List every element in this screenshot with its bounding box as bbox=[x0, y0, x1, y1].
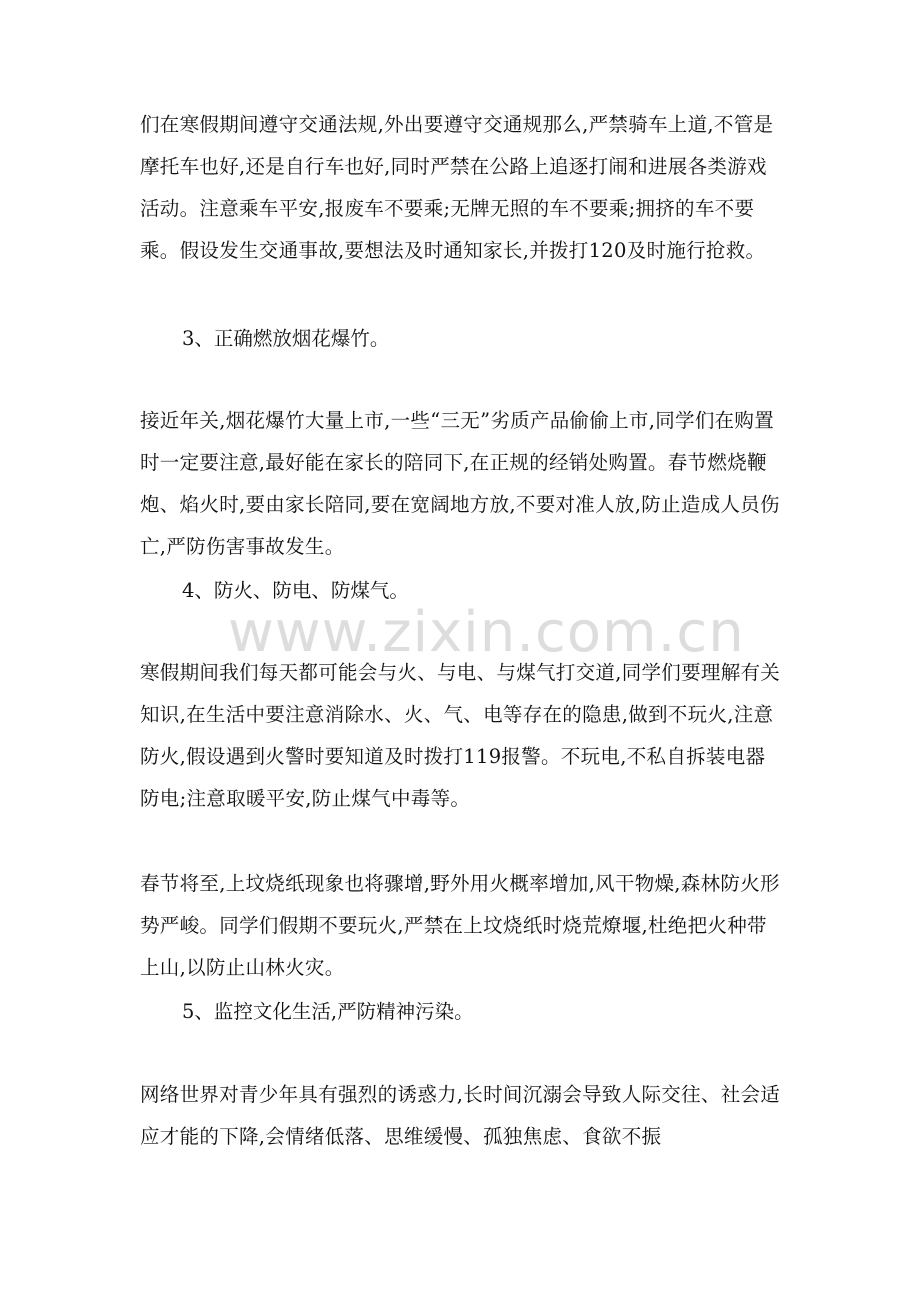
paragraph-traffic-safety: 们在寒假期间遵守交通法规,外出要遵守交通规那么,严禁骑车上道,不管是摩托车也好,还是自行车也好,同时严禁在公路上追逐打闹和进展各类游戏活动。注意乘车平安,报废车不要乘;无牌无照的车不要乘;拥挤的车不要乘。假设发生交通事故,要想法及时通知家长,并拨打120及时施行抢救。 bbox=[140, 113, 774, 262]
paragraph-fireworks: 接近年关,烟花爆竹大量上市,一些“三无”劣质产品偷偷上市,同学们在购置时一定要注意,最好能在家长的陪同下,在正规的经销处购置。春节燃烧鞭炮、焰火时,要由家长陪同,要在宽阔地方放,不要对准人放,防止造成人员伤亡,严防伤害事故发生。 bbox=[140, 409, 780, 558]
heading-fire-electric-gas: 4、防火、防电、防煤气。 bbox=[182, 579, 409, 602]
heading-cultural-life: 5、监控文化生活,严防精神污染。 bbox=[182, 1000, 474, 1023]
watermark: www.zixin.com.cn bbox=[228, 600, 745, 665]
heading-fireworks: 3、正确燃放烟花爆竹。 bbox=[182, 327, 390, 350]
paragraph-forest-fire: 春节将至,上坟烧纸现象也将骤增,野外用火概率增加,风干物燥,森林防火形势严峻。同学们假期不要玩火,严禁在上坟烧纸时烧荒燎堰,杜绝把火种带上山,以防止山林火灾。 bbox=[140, 872, 780, 979]
paragraph-internet-addiction: 网络世界对青少年具有强烈的诱惑力,长时间沉溺会导致人际交往、社会适应才能的下降,会情绪低落、思维缓慢、孤独焦虑、食欲不振 bbox=[140, 1083, 781, 1148]
paragraph-fire-electric-gas: 寒假期间我们每天都可能会与火、与电、与煤气打交道,同学们要理解有关知识,在生活中要注意消除水、火、气、电等存在的隐患,做到不玩火,注意防火,假设遇到火警时要知道及时拨打119报警。不玩电,不私自拆装电器防电;注意取暖平安,防止煤气中毒等。 bbox=[140, 661, 781, 810]
